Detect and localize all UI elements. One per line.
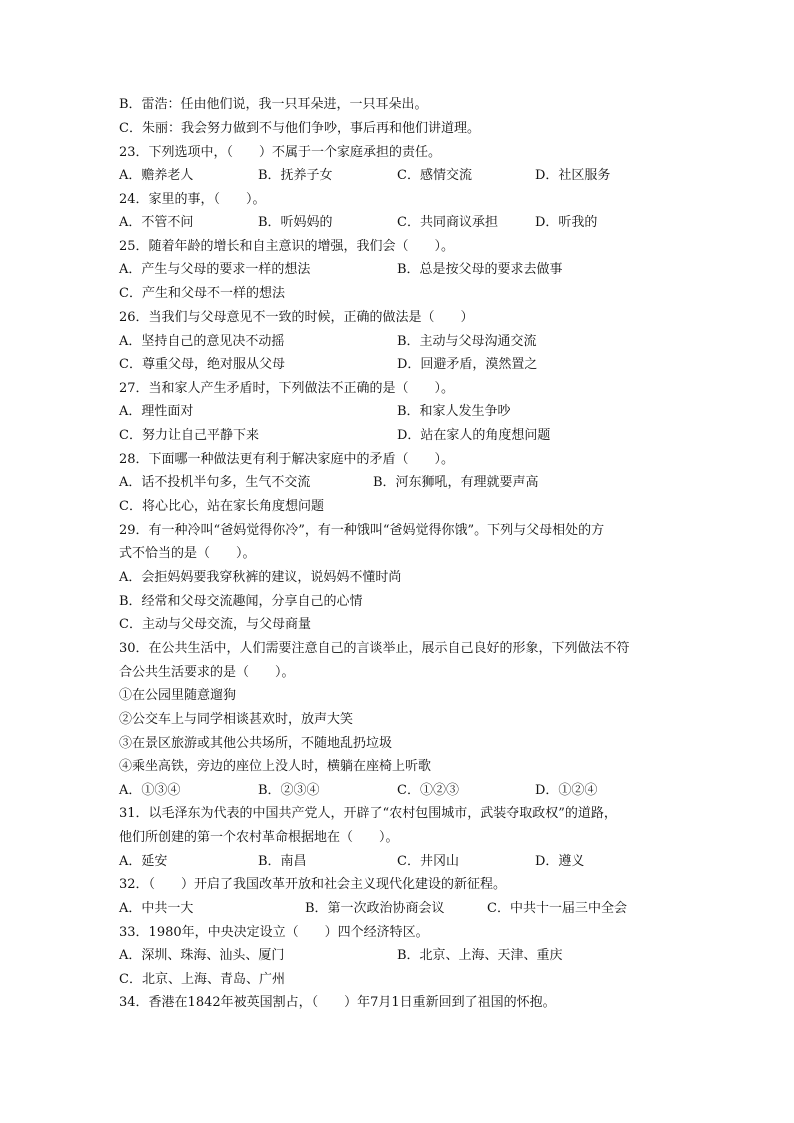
option-29b: B．经常和父母交流趣闻，分享自己的心情 (119, 594, 363, 609)
option-28b: B．河东狮吼，有理就要声高 (373, 475, 539, 490)
statement-30-2: ②公交车上与同学相谈甚欢时，放声大笑 (119, 712, 354, 727)
option-32b: B．第一次政治协商会议 (305, 901, 445, 916)
option-30d: D．①②④ (535, 783, 598, 798)
question-23: 23．下列选项中，（ ）不属于一个家庭承担的责任。 (119, 145, 442, 160)
option-27b: B．和家人发生争吵 (397, 404, 511, 419)
option-31a: A．延安 (119, 854, 168, 869)
question-24: 24．家里的事，（ ）。 (119, 192, 266, 207)
option-33c: C．北京、上海、青岛、广州 (119, 972, 285, 987)
option-23d: D．社区服务 (535, 168, 611, 183)
question-31-line2: 他们所创建的第一个农村革命根据地在（ ）。 (119, 830, 399, 845)
option-24d: D．听我的 (535, 215, 598, 230)
option-28a: A．话不投机半句多，生气不交流 (119, 475, 311, 490)
option-26b: B．主动与父母沟通交流 (397, 334, 537, 349)
option-30c: C．①②③ (397, 783, 459, 798)
option-26c: C．尊重父母，绝对服从父母 (119, 357, 285, 372)
question-33: 33．1980年，中央决定设立（ ）四个经济特区。 (119, 925, 429, 940)
option-25b: B．总是按父母的要求去做事 (397, 262, 563, 277)
question-30-line1: 30．在公共生活中，人们需要注意自己的言谈举止，展示自己良好的形象，下列做法不符 (119, 641, 630, 656)
option-23b: B．抚养子女 (258, 168, 333, 183)
option-26d: D．回避矛盾，漠然置之 (397, 357, 538, 372)
option-32c: C．中共十一届三中全会 (487, 901, 627, 916)
question-34: 34．香港在1842年被英国割占，（ ）年7月1日重新回到了祖国的怀抱。 (119, 995, 556, 1010)
option-31c: C．井冈山 (397, 854, 459, 869)
question-26: 26．当我们与父母意见不一致的时候，正确的做法是（ ） (119, 310, 474, 325)
question-25: 25．随着年龄的增长和自主意识的增强，我们会（ ）。 (119, 239, 455, 254)
statement-30-3: ③在景区旅游或其他公共场所，不随地乱扔垃圾 (119, 736, 393, 751)
option-22c: C．朱丽：我会努力做到不与他们争吵，事后再和他们讲道理。 (119, 121, 480, 136)
question-32: 32．（ ）开启了我国改革开放和社会主义现代化建设的新征程。 (119, 877, 507, 892)
option-26a: A．坚持自己的意见决不动摇 (119, 334, 285, 349)
question-27: 27．当和家人产生矛盾时，下列做法不正确的是（ ）。 (119, 381, 455, 396)
option-23a: A．赡养老人 (119, 168, 194, 183)
question-29-line1: 29．有一种冷叫“爸妈觉得你冷”，有一种饿叫“爸妈觉得你饿”。下列与父母相处的方 (119, 523, 605, 538)
option-25a: A．产生与父母的要求一样的想法 (119, 262, 311, 277)
option-30b: B．②③④ (258, 783, 320, 798)
option-33a: A．深圳、珠海、汕头、厦门 (119, 948, 285, 963)
option-27d: D．站在家人的角度想问题 (397, 428, 551, 443)
question-30-line2: 合公共生活要求的是（ ）。 (119, 665, 295, 680)
option-28c: C．将心比心，站在家长角度想问题 (119, 499, 324, 514)
option-27c: C．努力让自己平静下来 (119, 428, 259, 443)
statement-30-1: ①在公园里随意遛狗 (119, 688, 237, 703)
option-27a: A．理性面对 (119, 404, 194, 419)
option-31d: D．遵义 (535, 854, 585, 869)
option-24a: A．不管不问 (119, 215, 194, 230)
option-33b: B．北京、上海、天津、重庆 (397, 948, 563, 963)
option-29a: A．会拒妈妈要我穿秋裤的建议，说妈妈不懂时尚 (119, 570, 402, 585)
option-30a: A．①③④ (119, 783, 181, 798)
option-31b: B．南昌 (258, 854, 307, 869)
option-23c: C．感情交流 (397, 168, 472, 183)
question-31-line1: 31．以毛泽东为代表的中国共产党人，开辟了“农村包围城市，武装夺取政权”的道路， (119, 806, 617, 821)
option-24c: C．共同商议承担 (397, 215, 498, 230)
option-29c: C．主动与父母交流，与父母商量 (119, 617, 311, 632)
option-25c: C．产生和父母不一样的想法 (119, 286, 285, 301)
option-22b: B．雷浩：任由他们说，我一只耳朵进，一只耳朵出。 (119, 97, 428, 112)
option-24b: B．听妈妈的 (258, 215, 333, 230)
option-32a: A．中共一大 (119, 901, 194, 916)
statement-30-4: ④乘坐高铁，旁边的座位上没人时，横躺在座椅上听歌 (119, 759, 432, 774)
question-29-line2: 式不恰当的是（ ）。 (119, 546, 256, 561)
question-28: 28．下面哪一种做法更有利于解决家庭中的矛盾（ ）。 (119, 452, 455, 467)
